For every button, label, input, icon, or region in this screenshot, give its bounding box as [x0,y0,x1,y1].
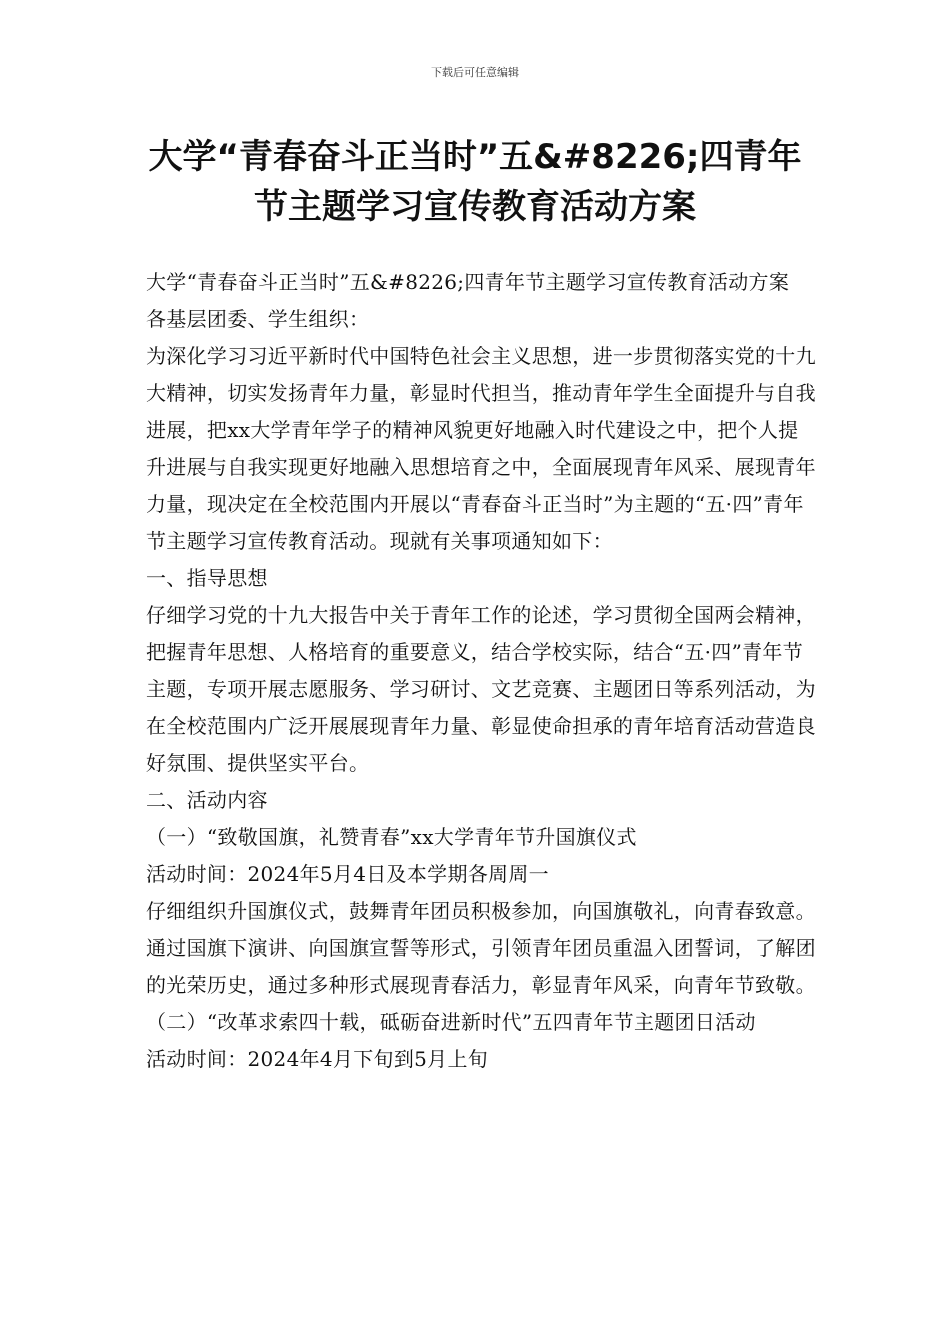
activity-time-league-day: 活动时间：2024年4月下旬到5月上旬 [146,1047,489,1071]
body-paragraph-intro: 为深化学习习近平新时代中国特色社会主义思想，进一步贯彻落实党的十九大精神，切实发扬青年力量，彰显时代担当，推动青年学生全面提升与自我进展，把xx大学青年学子的精神风貌更好地融入时代建设之中，把个人提升进展与自我实现更好地融入思想培育之中，全面展现青年风采、展现青年力量，现决定在全校范围内开展以“青春奋斗正当时”为主题的“五·四”青年节主题学习宣传教育活动。现就有关事项通知如下： [146,344,816,553]
document-title [95,132,855,232]
activity-time-flag-ceremony: 活动时间：2024年5月4日及本学期各周周一 [146,862,549,886]
body-paragraph-subtitle: 大学“青春奋斗正当时”五&#8226;四青年节主题学习宣传教育活动方案 [146,270,790,294]
body-paragraph-flag-ceremony: 仔细组织升国旗仪式，鼓舞青年团员积极参加，向国旗敬礼，向青春致意。通过国旗下演讲、向国旗宣誓等形式，引领青年团员重温入团誓词，了解团的光荣历史，通过多种形式展现青春活力，彰显青年风采，向青年节致敬。 [146,899,816,997]
body-paragraph-salutation: 各基层团委、学生组织： [146,307,370,331]
subsection-heading-league-day: （二）“改革求索四十载，砥砺奋进新时代”五四青年节主题团日活动 [146,1010,756,1034]
document-title-line-1: 大学“青春奋斗正当时”五&#8226;四青年 [148,137,802,177]
body-paragraph-guiding-thought: 仔细学习党的十九大报告中关于青年工作的论述，学习贯彻全国两会精神，把握青年思想、人格培育的重要意义，结合学校实际，结合“五·四”青年节主题，专项开展志愿服务、学习研讨、文艺竞赛、主题团日等系列活动，为在全校范围内广泛开展展现青年力量、彰显使命担承的青年培育活动营造良好氛围、提供坚实平台。 [146,603,816,775]
subsection-heading-flag-ceremony: （一）“致敬国旗，礼赞青春”xx大学青年节升国旗仪式 [146,825,637,849]
section-heading-activity-content: 二、活动内容 [146,788,268,812]
page-header-note: 下载后可任意编辑 [431,66,519,79]
document-title-line-2: 节主题学习宣传教育活动方案 [254,187,696,227]
document-body [146,264,816,1078]
section-heading-guiding-thought: 一、指导思想 [146,566,268,590]
